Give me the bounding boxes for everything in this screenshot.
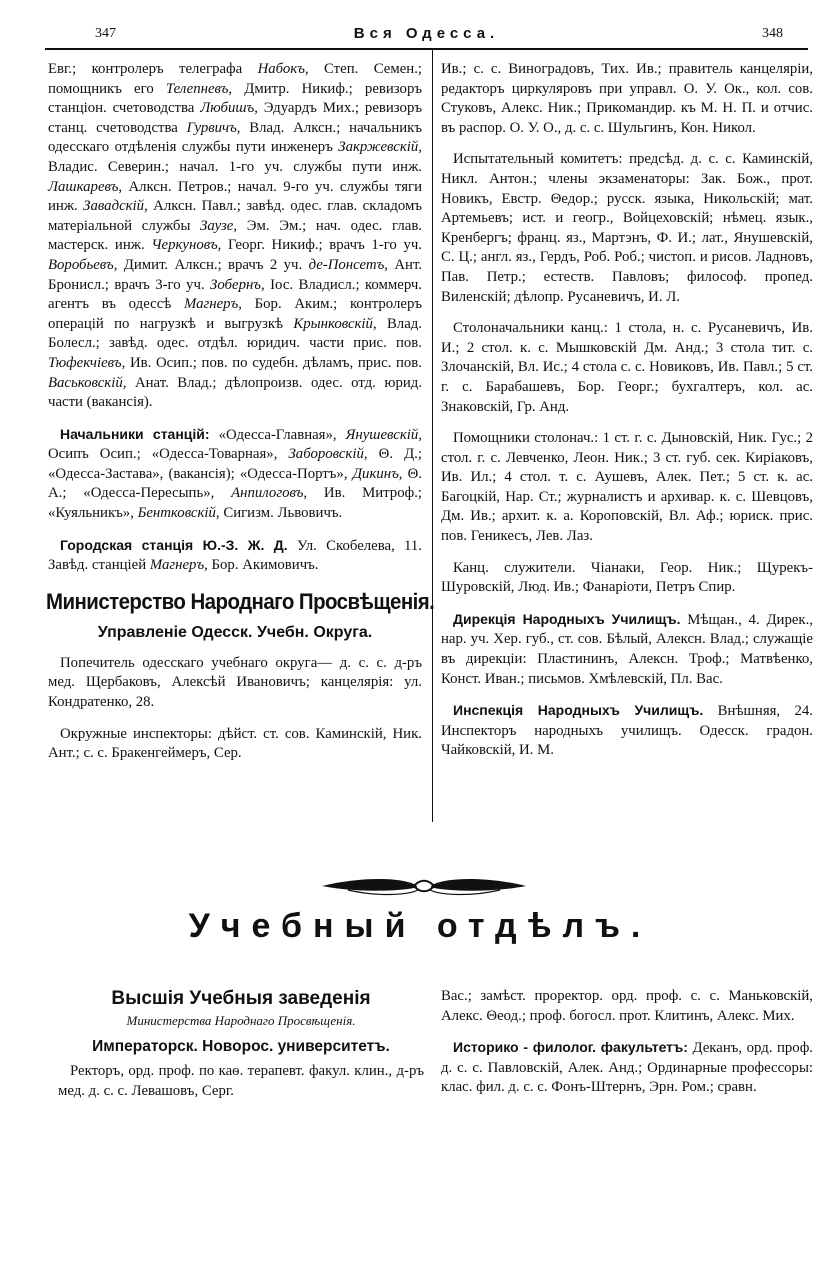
running-title: Вся Одесса. bbox=[353, 25, 500, 42]
exam-committee-paragraph: Испытательный комитетъ: предсѣд. д. с. с. Каминскій, Никл. Антон.; члены экзаменаторы: Зак. Бож., прот. Новикъ, Евстр. Θедор.; русск. языка, Никольскій; мат. Артемьевъ; ист. и геогр., Войцеховскій; нѣмец. язык., Кренбергъ; франц. яз., Мартэнъ, Ф. И.; лат., Янушевскій, С. Ц.; англ. яз., Гердъ, Роб. Роб.; чистоп. и рисов. Ладновъ, Пав. Петр.; естеств. Павловъ; философ. пропед. Виленскій; дѣлопр. Русаневичъ, И. Л. bbox=[441, 151, 813, 305]
city-station-paragraph: Городская станція Ю.-З. Ж. Д. Ул. Скобелева, 11. Завѣд. станціей Магнеръ, Бор. Акимовичъ. bbox=[48, 536, 422, 574]
station-chiefs-paragraph: Начальники станцій: «Одесса-Главная», Янушевскій, Осипъ Осип.; «Одесса-Товарная», Заборовскій, Θ. Д.; «Одесса-Застава», (вакансія); «Одесса-Портъ», Дикинъ, Θ. А.; «Одесса-Пересыпь», Анпилоговъ, Ив. Митроф.; «Куяльникъ», Бентковскій, Сигизм. Львовичъ. bbox=[48, 425, 423, 522]
clerks-paragraph: Канц. служители. Чіанаки, Геор. Ник.; Щурекъ-Шуровскій, Люд. Ив.; Фанаріоти, Петръ Спир. bbox=[441, 559, 813, 596]
desk-assistants-paragraph: Помощники столонач.: 1 ст. г. с. Дыновскій, Ник. Гус.; 2 стол. г. с. Левченко, Леон. Ник.; 3 ст. губ. сек. Киріаковъ, Ив. Ил.; 4 стол. т. с. Аушевъ, Алек. Пет.; 5 ст. к. ас. Багоцкій, Нар. Ст.; журналистъ и архивар. к. с. Шевцовъ, Дм. Ив.; архит. к. а. Короповскій, Вл. Аф.; юриск. прис. пов. Геникесъ, Лев. Лаз. bbox=[441, 430, 813, 545]
desk-heads-paragraph: Столоначальники канц.: 1 стола, н. с. Русаневичъ, Ив. И.; 2 стол. к. с. Мышковскій Дм. Анд.; 3 стола тит. с. Злочанскій, Вл. Ис.; 4 стола с. с. Новиковъ, Ив. Павл.; 5 ст. г. с. Барабашевъ, Бор. Георг.; бухгалтеръ, кол. ас. Знаковскій, Гр. Анд. bbox=[441, 320, 813, 415]
philology-faculty-paragraph: Историко - филолог. факультетъ: Деканъ, орд. проф. д. с. с. Павловскій, Алек. Анд.; Ординарные профессоры: клас. фил. д. с. с. Фонъ-Штернъ, Эрн. Ром.; сравн. bbox=[441, 1039, 813, 1096]
railway-staff-paragraph: Евг.; контролеръ телеграфа Набокъ, Степ. Семен.; помощникъ его Телепневъ, Дмитр. Никиф.; ревизоръ станціон. счетоводства Любишъ, Эдуардъ Мих.; ревизоръ станц. счетоводства Гурвичъ, Влад. Алксн.; начальникъ одесскаго отдѣленія службы пути инженеръ Закржевскій, Владис. Северин.; начал. 1-го уч. службы пути инж. Лашкаревъ, Алксн. Петров.; начал. 9-го уч. службы тяги инж. Завадскій, Алксн. Павл.; завѣд. одес. глав. складомъ матеріальной службы Заузе, Эм. Эм.; нач. одес. глав. мастерск. инж. Черкуновъ, Георг. Никиф.; врачъ 1-го уч. Воробьевъ, Димит. Алксн.; врачъ 2 уч. де-Понсетъ, Ант. Бронисл.; врачъ 3-го уч. Зобернъ, Іос. Владисл.; коммерч. агентъ въ одессѣ Магнеръ, Бор. Аким.; контролеръ операцій по нагрузкѣ и выгрузкѣ Крынковскій, Влад. Болесл.; завѣд. одес. отдѣл. юридич. части прис. пов. Тюфекчіевъ, Ив. Осип.; пов. по судебн. дѣламъ, прис. пов. Васьковскій, Анат. Влад.; дѣлопроизв. одес. отд. юрид. части (вакансія). bbox=[48, 61, 422, 411]
rector-paragraph: Ректоръ, орд. проф. по каѳ. терапевт. факул. клин., д-ръ мед. д. с. с. Левашовъ, Серг. bbox=[58, 1063, 424, 1099]
schools-directorate-paragraph: Дирекція Народныхъ Училищъ. Мѣщан., 4. Дирек., нар. уч. Хер. губ., ст. сов. Бѣлый, Алексн. Влад.; служащіе въ дирекціи: Пластининъ, Алексн. Троф.; Матвѣенко, Конст. Иван.; письмов. Хмѣлевскій, Пл. Вас. bbox=[441, 610, 814, 687]
column-divider bbox=[432, 50, 433, 822]
district-admin-heading: Управленіе Одесск. Учебн. Округа. bbox=[97, 623, 373, 641]
university-heading: Императорск. Новорос. университетъ. bbox=[92, 1037, 390, 1055]
higher-institutions-heading: Высшія Учебныя заведенія bbox=[111, 988, 371, 1009]
column-right-top bbox=[441, 60, 813, 773]
column-right-bottom bbox=[441, 987, 813, 1110]
page-number-right: 348 bbox=[762, 26, 783, 41]
page-header bbox=[45, 26, 808, 50]
section-title: Учебный отдѣлъ. bbox=[188, 907, 652, 945]
trustee-paragraph: Попечитель одесскаго учебнаго округа— д. с. с. д-ръ мед. Щербаковъ, Алексѣй Ивановичъ; канцелярія: ул. Кондратенко, 28. bbox=[48, 654, 422, 711]
page-number-left: 347 bbox=[95, 26, 116, 41]
chancery-paragraph: Ив.; с. с. Виноградовъ, Тих. Ив.; правитель канцеляріи, редакторъ циркуляровъ при управл. О. У. Ок., кол. сов. Стуковъ, Алекс. Ник.; Прикомандир. къ М. Н. П. и отчис. въ распор. О. У. О., д. с. с. Шульгинъ, Кон. Никол. bbox=[441, 61, 813, 136]
schools-inspection-paragraph: Инспекція Народныхъ Училищъ. Внѣшняя, 24. Инспекторъ народныхъ училищъ. Одесск. градон. Чайковскій, И. М. bbox=[441, 702, 813, 759]
ministry-subheading: Министерства Народнаго Просвѣщенія. bbox=[126, 1013, 356, 1028]
header-rule bbox=[45, 48, 808, 50]
decorative-divider-ornament bbox=[318, 873, 530, 899]
column-left-top bbox=[46, 60, 435, 776]
vice-rector-paragraph: Вас.; замѣст. проректор. орд. проф. с. с. Маньковскій, Алекс. Θеод.; проф. богосл. прот. Клитинъ, Алекс. Мих. bbox=[441, 988, 813, 1024]
column-left-bottom bbox=[58, 987, 424, 1113]
ministry-heading: Министерство Народнаго Просвѣщенія. bbox=[46, 588, 435, 614]
inspectors-paragraph: Окружные инспекторы: дѣйст. ст. сов. Каминскій, Ник. Ант.; с. с. Бракенгеймеръ, Сер. bbox=[48, 725, 422, 762]
